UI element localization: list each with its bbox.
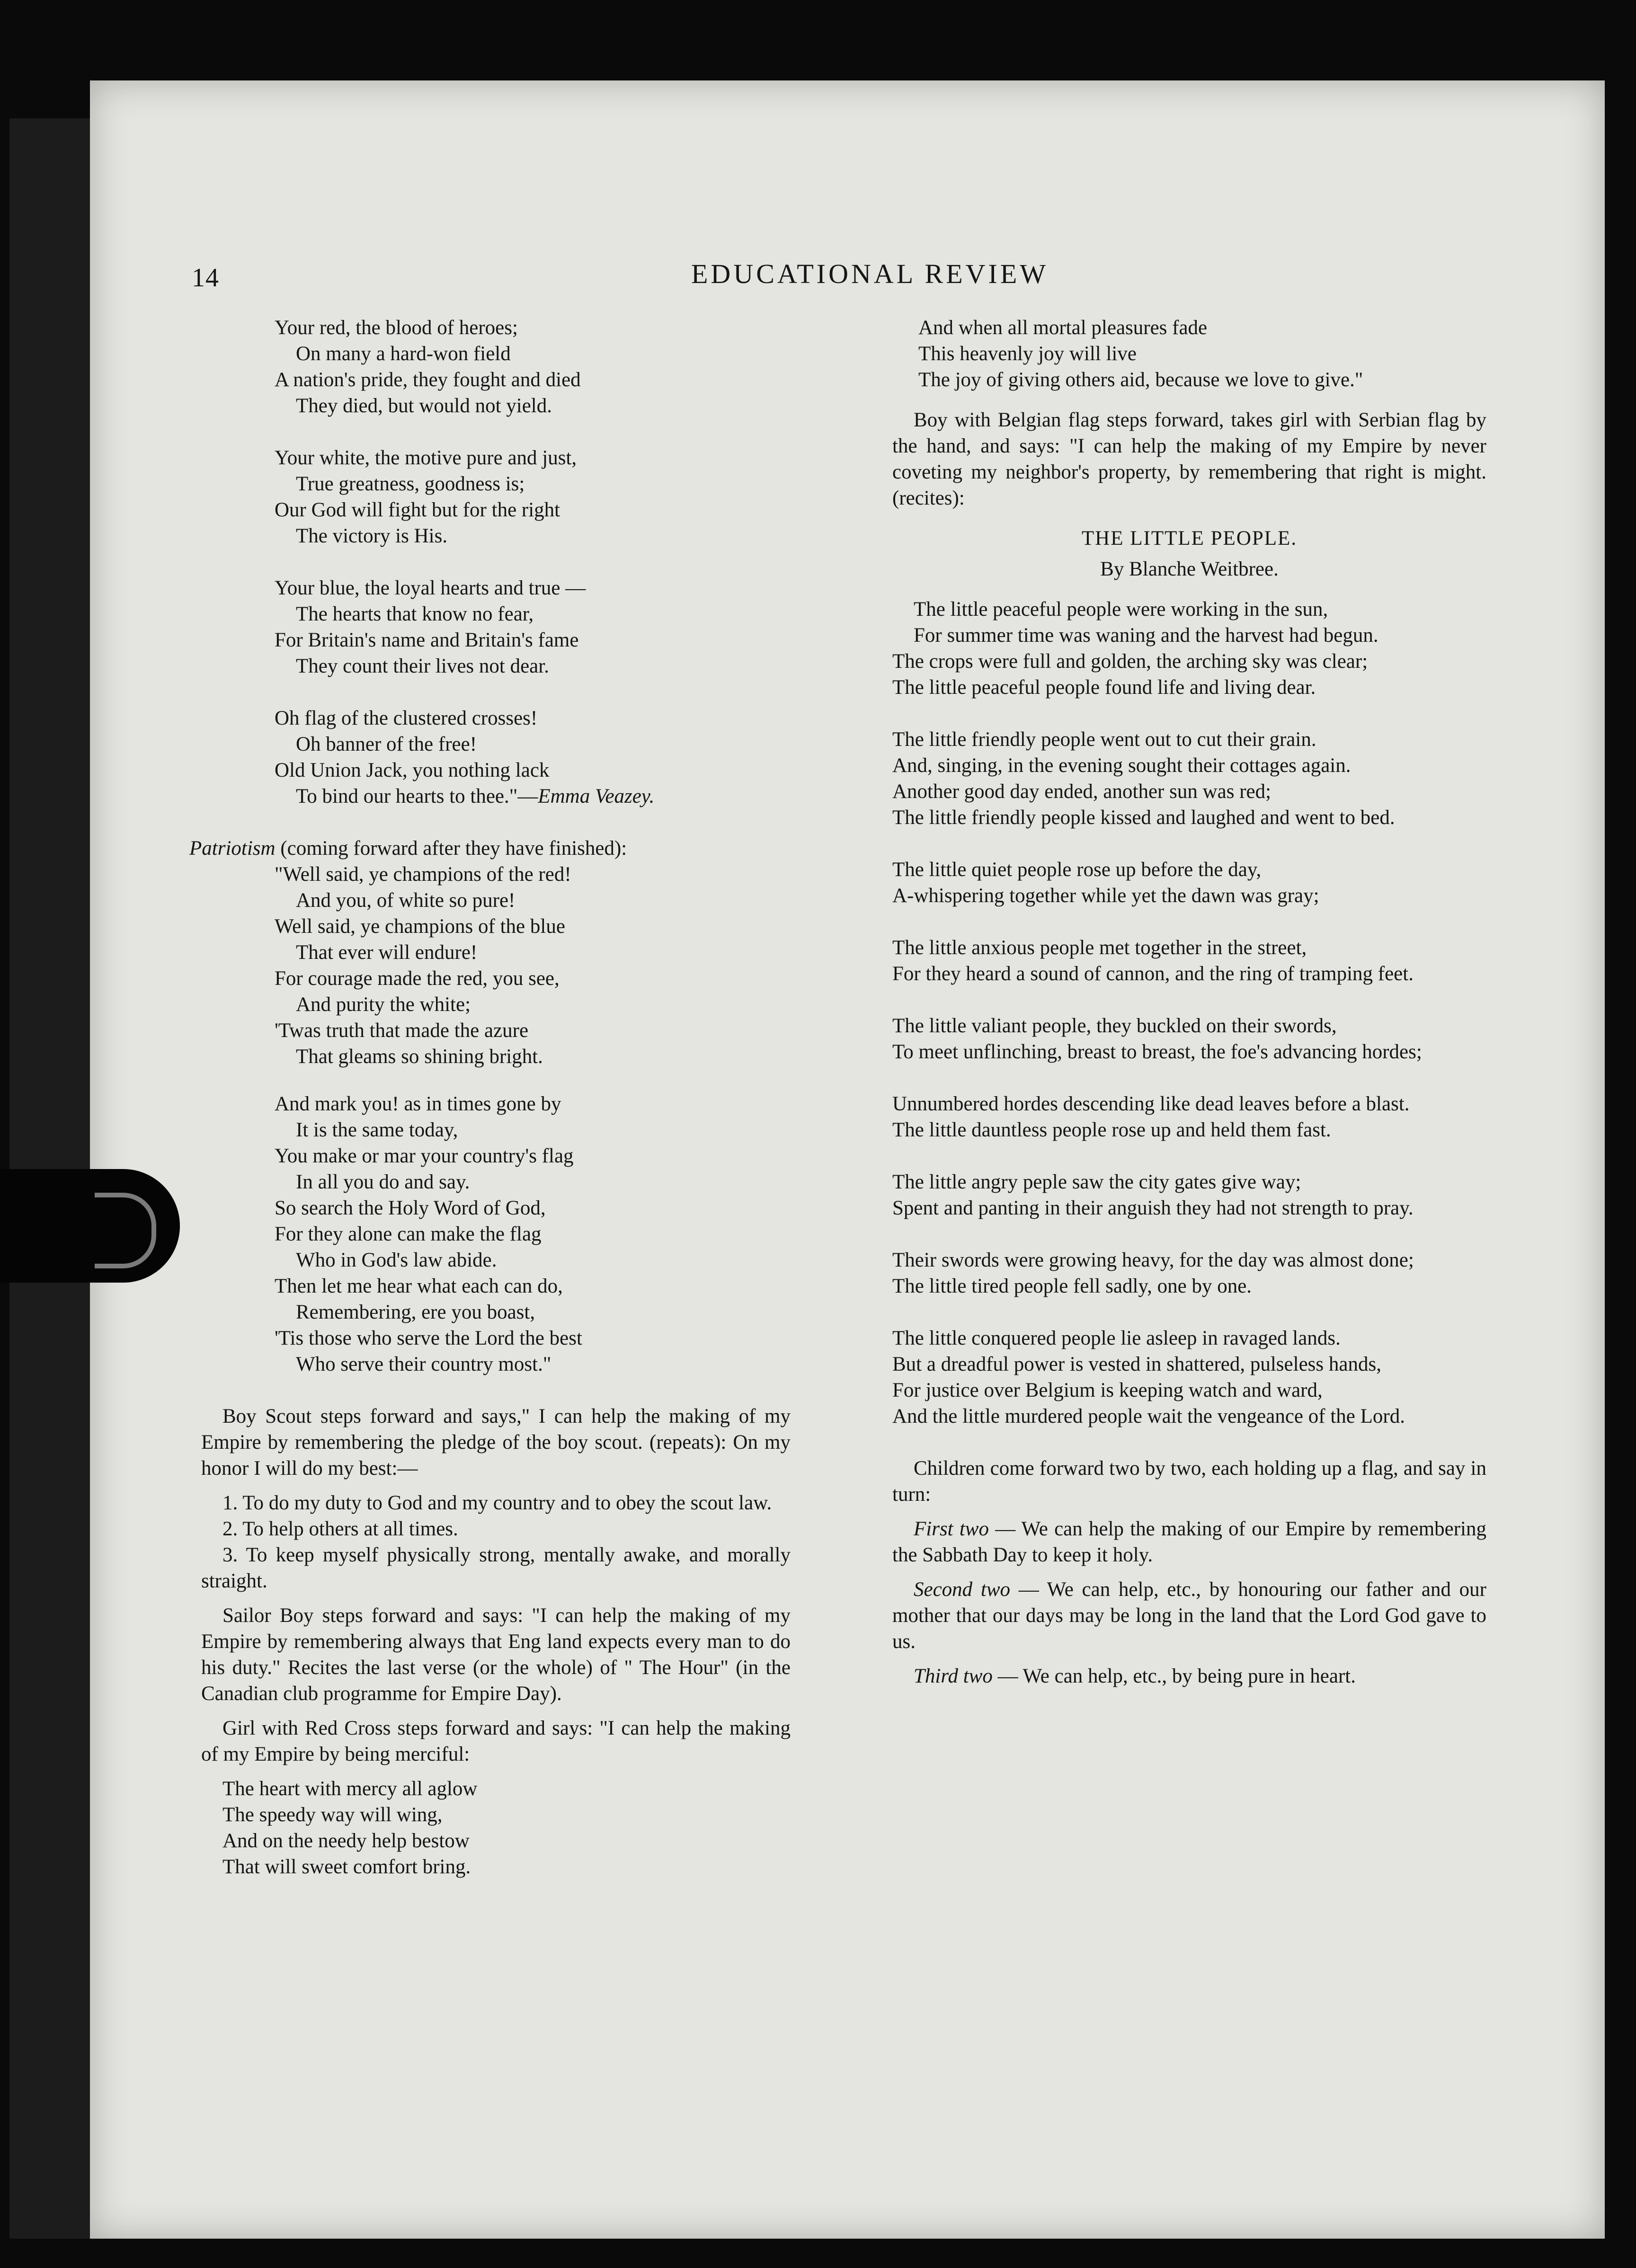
poem-line: Then let me hear what each can do, [275,1275,563,1297]
poem-line: The little friendly people went out to cut their grain. [892,728,1316,751]
poem-line: Oh flag of the clustered crosses! [275,707,538,729]
turn-paragraph [892,1516,1486,1568]
little-people-stanza [892,1169,1486,1221]
poem-line [275,783,864,809]
stage-direction: (coming forward after they have finished): [275,837,627,859]
poem-line: And purity the white; [296,993,471,1016]
turn-paragraph [892,1577,1486,1655]
poem-line: Your white, the motive pure and just, [275,447,577,469]
poem-title: THE LITTLE PEOPLE. [1081,527,1298,549]
poem-line: That ever will endure! [296,941,478,964]
little-people-stanza [892,857,1486,909]
flag-poem-stanza [275,705,864,809]
poem-line: The little tired people fell sadly, one by one. [892,1275,1252,1297]
poem-line: For they alone can make the flag [275,1223,542,1245]
poem-line: The victory is His. [296,525,448,547]
turn-text: — We can help, etc., by honouring our father and our mother that our days may be long in the land that the Lord God gave to us. [892,1578,1486,1653]
poem-line: The little dauntless people rose up and held them fast. [892,1119,1331,1141]
poem-line: For they heard a sound of cannon, and the ring of tramping feet. [892,963,1414,985]
turn-text: — We can help the making of our Empire by remembering the Sabbath Day to keep it holy. [892,1518,1486,1566]
poem-line: That will sweet comfort bring. [222,1856,471,1878]
poem-line: For Britain's name and Britain's fame [275,629,579,651]
poem-line: Oh banner of the free! [296,733,477,755]
poem-line: The heart with mercy all aglow [222,1778,478,1800]
poem-line: The joy of giving others aid, because we love to give." [918,369,1363,391]
turn-speaker: Third two [914,1665,993,1687]
prose-block [201,1403,791,1880]
poem-line: The crops were full and golden, the arching sky was clear; [892,650,1368,673]
poem-line: Your red, the blood of heroes; [275,317,518,339]
page-number: 14 [192,263,219,292]
poem-line: The little valiant people, they buckled on their swords, [892,1015,1337,1037]
poem-line: They died, but would not yield. [296,395,552,417]
turn-speaker: First two [914,1518,989,1540]
belgian-flag-paragraph: Boy with Belgian flag steps forward, takes girl with Serbian flag by the hand, and says: "I can help the making of my Empire by never coveting my neighbor's property, by remembering that right is might. (recites): [892,409,1486,509]
poem-line: Unnumbered hordes descending like dead leaves before a blast. [892,1093,1410,1115]
poem-line: The little peaceful people were working in the sun, [914,598,1328,620]
poem-attribution: Emma Veazey. [538,785,655,807]
poem-line: And the little murdered people wait the vengeance of the Lord. [892,1405,1405,1427]
poem-line: 'Twas truth that made the azure [275,1019,529,1042]
turn-text: — We can help, etc., by being pure in heart. [992,1665,1356,1687]
little-people-stanza [892,1091,1486,1143]
flag-poem-stanza [275,445,864,549]
little-people-stanza [892,726,1486,831]
poem-line: But a dreadful power is vested in shattered, pulseless hands, [892,1353,1381,1375]
poem-line: And you, of white so pure! [296,889,516,912]
poem-line: So search the Holy Word of God, [275,1197,546,1219]
mercy-poem [201,1776,791,1880]
poem-line: You make or mar your country's flag [275,1145,574,1167]
poem-line: Spent and panting in their anguish they had not strength to pray. [892,1197,1414,1219]
scout-law-item: 3. To keep myself physically strong, mentally awake, and morally straight. [201,1544,791,1592]
poem-line: Remembering, ere you boast, [296,1301,535,1323]
sailor-boy-paragraph: Sailor Boy steps forward and says: "I can help the making of my Empire by remembering always that Eng land expects every man to do his duty." Recites the last verse (or the whole) of " The Hour" (in the Canadian club programme for Empire Day). [201,1604,791,1705]
poem-line-text: To bind our hearts to thee."— [296,785,538,807]
poem-line: The little quiet people rose up before the day, [892,859,1262,881]
running-head: EDUCATIONAL REVIEW [691,258,1049,289]
left-column [189,315,864,1880]
little-people-stanza [892,1013,1486,1065]
little-people-stanza [892,1247,1486,1299]
poem-line: And mark you! as in times gone by [275,1093,561,1115]
flag-poem-stanza [275,315,864,419]
poem-line: And, singing, in the evening sought their cottages again. [892,754,1351,777]
boy-scout-paragraph: Boy Scout steps forward and says," I can help the making of my Empire by remembering the pledge of the boy scout. (repeats): On my honor I will do my best:— [201,1405,791,1480]
patriotism-stanza [275,1091,864,1377]
poem-line: Old Union Jack, you nothing lack [275,759,550,781]
poem-line: And when all mortal pleasures fade [918,317,1208,339]
poem-line: The little peaceful people found life and living dear. [892,676,1316,699]
poem-line: "Well said, ye champions of the red! [275,863,571,886]
poem-line: That gleams so shining bright. [296,1045,543,1068]
children-paragraph: Children come forward two by two, each holding up a flag, and say in turn: [892,1457,1486,1506]
scout-law-item: 2. To help others at all times. [222,1518,458,1540]
poem-line: And on the needy help bestow [222,1830,470,1852]
scout-law-item: 1. To do my duty to God and my country and to obey the scout law. [222,1492,772,1514]
poem-line: A nation's pride, they fought and died [275,369,581,391]
poem-line: The little conquered people lie asleep in ravaged lands. [892,1327,1341,1349]
patriotism-speech [189,835,864,861]
poem-line: On many a hard-won field [296,343,511,365]
turn-speaker: Second two [914,1578,1010,1601]
poem-line: For justice over Belgium is keeping watch and ward, [892,1379,1323,1401]
flag-poem-stanza [275,575,864,679]
poem-line: 'Tis those who serve the Lord the best [275,1327,582,1349]
poem-line: Their swords were growing heavy, for the day was almost done; [892,1249,1414,1271]
little-people-stanza [892,1325,1486,1429]
poem-byline: By Blanche Weitbree. [1100,558,1279,580]
poem-line: For summer time was waning and the harvest had begun. [914,624,1378,647]
patriotism-stanza [275,861,864,1070]
poem-line: The little anxious people met together in the street, [892,937,1307,959]
little-people-stanza [892,935,1486,987]
poem-line: To meet unflinching, breast to breast, the foe's advancing hordes; [892,1041,1422,1063]
poem-line: Your blue, the loyal hearts and true — [275,577,586,599]
poem-line: The speedy way will wing, [222,1804,443,1826]
poem-line: A-whispering together while yet the dawn was gray; [892,885,1319,907]
mercy-poem-continued [892,315,1486,393]
poem-line: Well said, ye champions of the blue [275,915,565,938]
poem-line: Our God will fight but for the right [275,499,560,521]
speaker-name: Patriotism [189,837,276,859]
turn-paragraph [892,1663,1486,1689]
poem-line: It is the same today, [296,1119,458,1141]
speaker-line [189,835,864,861]
poem-line: The little angry peple saw the city gates give way; [892,1171,1301,1193]
poem-line: The hearts that know no fear, [296,603,534,625]
poem-line: For courage made the red, you see, [275,967,560,990]
binder-clip-highlight [95,1193,156,1268]
poem-line: The little friendly people kissed and laughed and went to bed. [892,806,1395,829]
poem-line: Who in God's law abide. [296,1249,497,1271]
poem-line: This heavenly joy will live [918,343,1137,365]
right-column [892,315,1486,1698]
little-people-stanza [892,596,1486,700]
red-cross-paragraph: Girl with Red Cross steps forward and says: "I can help the making of my Empire by being merciful: [201,1717,791,1765]
poem-line: In all you do and say. [296,1171,470,1193]
poem-line: Who serve their country most." [296,1353,551,1375]
poem-line: Another good day ended, another sun was red; [892,780,1271,803]
poem-line: True greatness, goodness is; [296,473,525,495]
poem-line: They count their lives not dear. [296,655,549,677]
